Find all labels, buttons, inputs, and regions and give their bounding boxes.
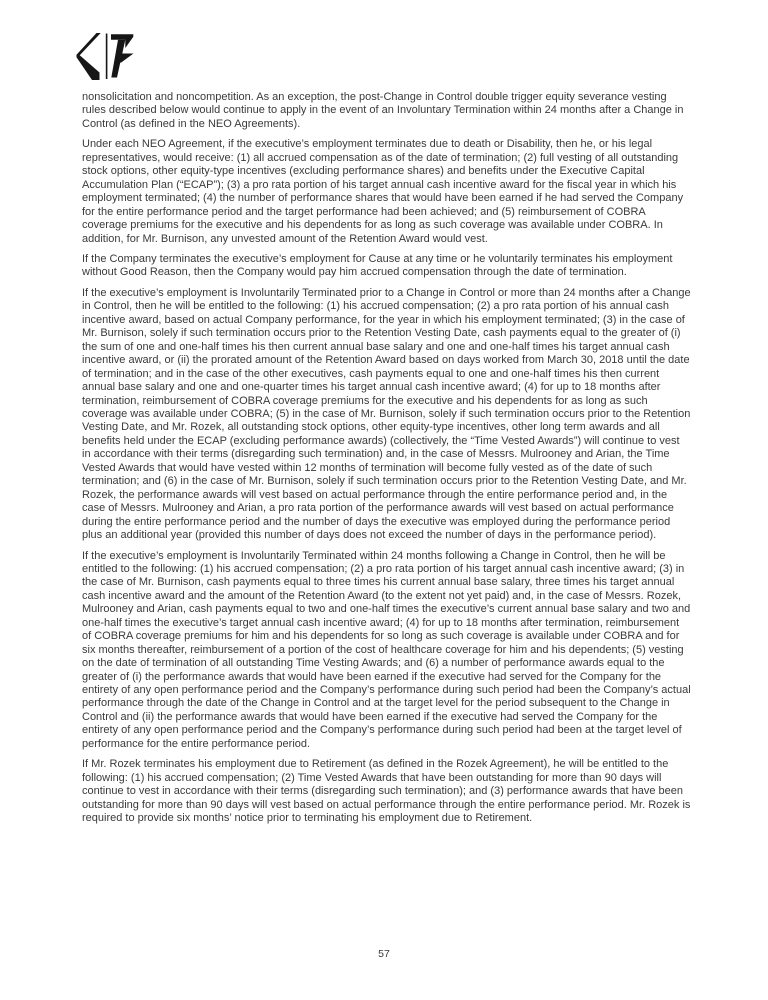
kf-monogram-icon (76, 33, 134, 80)
body-paragraph: If the Company terminates the executive’s employment for Cause at any time or he voluntarily terminates his employment without Good Reason, then the Company would pay him accrued compensation through the date of termination. (82, 252, 673, 279)
korn-ferry-logo (76, 33, 134, 80)
body-paragraph: If the executive’s employment is Involuntarily Terminated prior to a Change in Control or more than 24 months after a Change in Control, then he will be entitled to the following: (1) his accrued compensation; (2) a pro rata portion of his annual cash incentive award, based on actual Company performance, for the year in which his employment terminated; (3) in the case of Mr. Burnison, solely if such termination occurs prior to the Retention Vesting Date, cash payments equal to the greater of (i) the sum of one and one-half times his then current annual base salary and one and one-half times his target annual cash incentive award, or (ii) the prorated amount of the Retention Award based on days worked from March 30, 2018 until the date of termination; and in the case of the other executives, cash payments equal to one and one-half times his then current annual base salary and one and one-quarter times his target annual cash incentive award; (4) for up to 18 months after termination, reimbursement of COBRA coverage premiums for the executive and his dependents for as long as such coverage was available under COBRA; (5) in the case of Mr. Burnison, solely if such termination occurs prior to the Retention Vesting Date, and Mr. Rozek, all outstanding stock options, other equity-type incentives, other long term awards and all benefits held under the ECAP (excluding performance awards) (collectively, the “Time Vested Awards”) will continue to vest in accordance with their terms (disregarding such termination) and, in the case of Messrs. Mulrooney and Arian, the Time Vested Awards that would have vested within 12 months of termination will become fully vested as of the date of such termination; and (6) in the case of Mr. Burnison, solely if such termination occurs prior to the Retention Vesting Date, and Mr. Rozek, the performance awards will vest based on actual performance through the entire performance period and, in the case of Messrs. Mulrooney and Arian, a pro rata portion of the performance awards will vest based on actual performance during the entire performance period and the number of days the executive was employed during the performance period plus an additional year (provided this number of days does not exceed the number of days in the performance period). (82, 286, 691, 542)
body-text (82, 91, 691, 833)
body-paragraph: Under each NEO Agreement, if the executive’s employment terminates due to death or Disability, then he, or his legal representatives, would receive: (1) all accrued compensation as of the date of termination; (2) full vesting of all outstanding stock options, other equity-type incentives (excluding performance shares) and benefits under the Executive Capital Accumulation Plan (“ECAP”); (3) a pro rata portion of his target annual cash incentive award for the fiscal year in which his employment terminated; (4) the number of performance shares that would have been earned if he had served the Company for the entire performance period and the target performance had been achieved; and (5) reimbursement of COBRA coverage premiums for the executive and his dependents for as long as such coverage was available under COBRA. In addition, for Mr. Burnison, any unvested amount of the Retention Award would vest. (82, 138, 684, 245)
body-paragraph: If Mr. Rozek terminates his employment due to Retirement (as defined in the Rozek Agreement), he will be entitled to the following: (1) his accrued compensation; (2) Time Vested Awards that have been outstanding for more than 90 days will continue to vest in accordance with their terms (disregarding such termination); and (3) performance awards that have been outstanding for more than 90 days will vest based on actual performance through the entire performance period. Mr. Rozek is required to provide six months’ notice prior to terminating his employment due to Retirement. (82, 758, 691, 825)
body-paragraph: If the executive’s employment is Involuntarily Terminated within 24 months following a Change in Control, then he will be entitled to the following: (1) his accrued compensation; (2) a pro rata portion of his target annual cash incentive award; (3) in the case of Mr. Burnison, cash payments equal to three times his current annual base salary, three times his target annual cash incentive award and the amount of the Retention Award (to the extent not yet paid) and, in the case of Messrs. Rozek, Mulrooney and Arian, cash payments equal to two and one-half times the executive’s current annual base salary and two and one-half times the executive’s target annual cash incentive award; (4) for up to 18 months after termination, reimbursement of COBRA coverage premiums for him and his dependents for so long as such coverage is available under COBRA and for six months thereafter, reimbursement of a portion of the cost of healthcare coverage for him and his dependents; (5) vesting on the date of termination of all outstanding Time Vesting Awards; and (6) a number of performance awards equal to the greater of (i) the performance awards that would have been earned if the executive had served for the Company for the entirety of any open performance period and the Company’s performance during such period had been the Company’s actual performance through the date of the Change in Control and at the target level for the period subsequent to the Change in Control and (ii) the performance awards that would have been earned if the executive had served the Company for the entirety of any open performance period and the Company’s performance during such period had been at the target level of performance for the entire performance period. (82, 549, 691, 750)
page-number: 57 (378, 948, 390, 960)
body-paragraph: nonsolicitation and noncompetition. As an exception, the post-Change in Control double trigger equity severance vesting rules described below would continue to apply in the event of an Involuntary Termination within 24 months after a Change in Control (as defined in the NEO Agreements). (82, 91, 684, 130)
